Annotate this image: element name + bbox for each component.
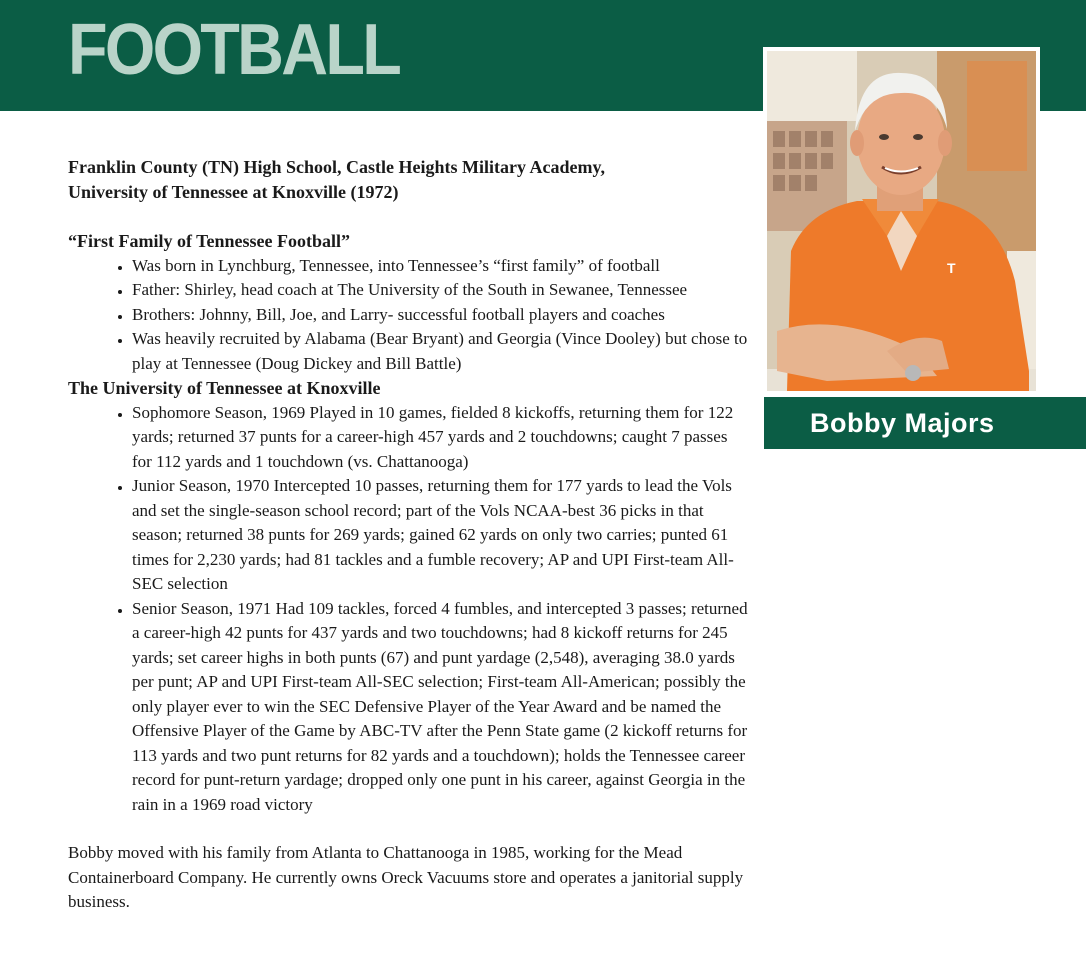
svg-text:T: T (947, 260, 956, 276)
portrait-photo (767, 51, 1036, 391)
section-title-utk: The University of Tennessee at Knoxville (68, 378, 381, 398)
page-title: FOOTBALL (68, 10, 400, 90)
first-family-list (68, 254, 748, 377)
list-item: • Sophomore Season, 1969 Played in 10 games, fielded 8 kickoffs, returning them for 122 yards; returned 37 punts for a career-high 457 yards and 2 touchdowns; caught 7 passes for 112 yards and 1 touchdown (vs. Chattanooga) (132, 401, 748, 475)
list-item: • Father: Shirley, head coach at The University of the South in Sewanee, Tennessee (132, 278, 748, 303)
list-item: • Brothers: Johnny, Bill, Joe, and Larry- successful football players and coaches (132, 303, 748, 328)
closing-paragraph: Bobby moved with his family from Atlanta to Chattanooga in 1985, working for the Mead Containerboard Company. He currently owns Oreck Vacuums store and operates a janitorial supply business. (68, 843, 744, 911)
list-item: • Was born in Lynchburg, Tennessee, into Tennessee’s “first family” of football (132, 254, 748, 279)
article-body (68, 155, 748, 915)
portrait-illustration (767, 51, 1036, 391)
utk-seasons-list (68, 401, 748, 818)
portrait-frame (763, 47, 1040, 395)
profile-name: Bobby Majors (764, 397, 1086, 449)
list-item: • Junior Season, 1970 Intercepted 10 passes, returning them for 177 yards to lead the Vols and set the single-season school record; part of the Vols NCAA-best 36 picks in that season; returned 38 punts for 269 yards; gained 62 yards on only two carries; punted 61 times for 2,230 yards; had 81 tackles and a fumble recovery; AP and UPI First-team All-SEC selection (132, 474, 748, 597)
list-item: • Was heavily recruited by Alabama (Bear Bryant) and Georgia (Vince Dooley) but chose to play at Tennessee (Doug Dickey and Bill Battle) (132, 327, 748, 376)
section-title-first-family: “First Family of Tennessee Football” (68, 231, 350, 251)
list-item: • Senior Season, 1971 Had 109 tackles, forced 4 fumbles, and intercepted 3 passes; returned a career-high 42 punts for 437 yards and two touchdowns; had 8 kickoff returns for 245 yards; set career highs in both punts (67) and punt yardage (2,548), averaging 38.0 yards per punt; AP and UPI First-team All-SEC selection; First-team All-American; possibly the only player ever to win the SEC Defensive Player of the Year Award and be named the Offensive Player of the Game by ABC-TV after the Penn State game (2 kickoff returns for 113 yards and two punt returns for 82 yards and a touchdown); holds the Tennessee career record for punt-return yardage; dropped only one punt in his career, against Georgia in the rain in a 1969 road victory (132, 597, 748, 818)
schools-attended: Franklin County (TN) High School, Castle Heights Military Academy, University of Tennessee at Knoxville (1972) (68, 157, 606, 202)
